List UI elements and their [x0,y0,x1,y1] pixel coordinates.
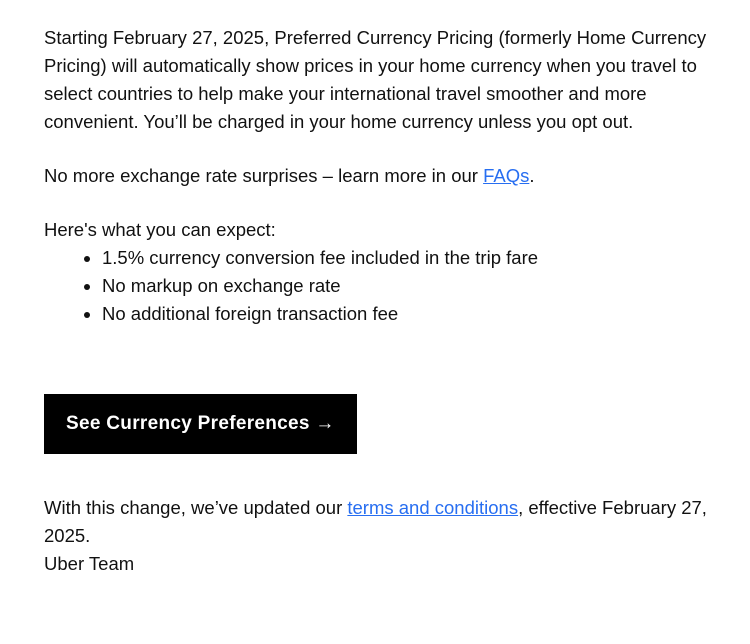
signoff: Uber Team [44,553,135,574]
list-item: • No additional foreign transaction fee [102,300,724,328]
faqs-link[interactable]: FAQs [483,165,530,186]
closing-paragraph [44,494,724,550]
closing-effective: , effective February 27, 2025. [44,497,707,546]
faq-period: . [529,165,535,186]
faq-text: No more exchange rate surprises – learn more in our [44,165,484,186]
list-item: • 1.5% currency conversion fee included in the trip fare [102,244,724,272]
see-currency-preferences-button[interactable]: See Currency Preferences → [44,394,357,454]
list-item: • No markup on exchange rate [102,272,724,300]
terms-link[interactable]: terms and conditions [347,497,519,518]
closing-text: With this change, we’ve updated our [44,497,348,518]
email-body [44,24,724,578]
faq-paragraph [44,162,724,190]
expect-heading: Here's what you can expect: [44,219,276,240]
intro-paragraph: Starting February 27, 2025, Preferred Currency Pricing (formerly Home Currency Pricing) will automatically show prices in your home currency when you travel to select countries to help make your international travel smoother and more convenient. You’ll be charged in your home currency unless you opt out. [44,27,707,132]
expect-list [44,244,724,328]
